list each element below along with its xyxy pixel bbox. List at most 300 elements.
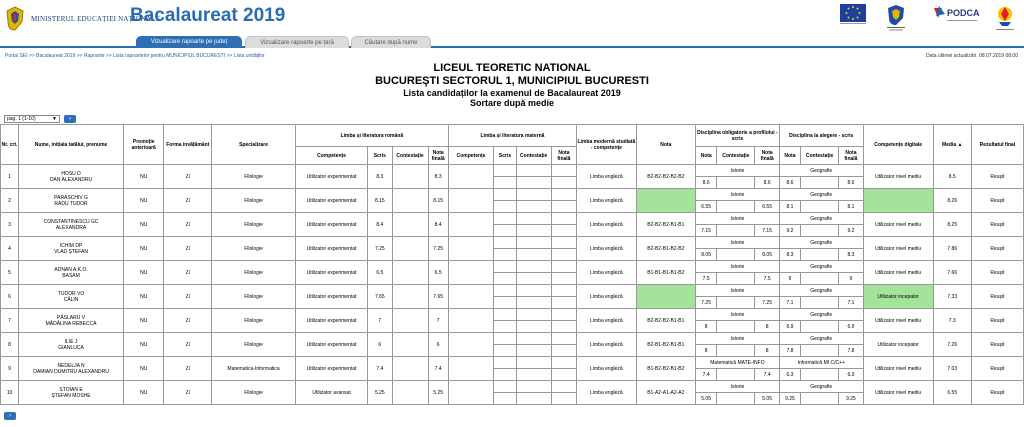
tab-search-by-name[interactable]: Căutare după nume <box>351 36 431 48</box>
cell-materna-top <box>494 357 516 369</box>
col-header-rezultat: Rezultatul final <box>971 125 1023 165</box>
cell-nr: 6 <box>1 285 19 309</box>
cell-name-line1: PĂSLARU V <box>57 314 86 321</box>
cell-materna-bottom <box>494 297 516 309</box>
cell-media: 8.5 <box>933 165 971 189</box>
sub-header-contestatie: Contestație <box>717 147 755 165</box>
cell-materna-bottom <box>494 321 516 333</box>
cell-materna-top <box>494 189 516 201</box>
cell-obligatorie-disciplina: Istorie <box>696 237 780 249</box>
table-row <box>1 165 1024 177</box>
cell-obligatorie-nota-finala: 8 <box>755 321 779 333</box>
sub-header-nota-finala: Nota finală <box>551 147 577 165</box>
cell-obligatorie-disciplina: Istorie <box>696 381 780 393</box>
col-header-promotie: Promoție anterioară <box>124 125 164 165</box>
cell-obligatorie-disciplina: Istorie <box>696 261 780 273</box>
next-page-button[interactable] <box>4 412 16 420</box>
cell-alegere-nota-finala: 8.1 <box>839 201 863 213</box>
cell-obligatorie-nota: 8.6 <box>696 177 717 189</box>
cell-alegere-disciplina: Informatică MI C/C++ <box>779 357 863 369</box>
cell-nr: 8 <box>1 333 19 357</box>
cell-digitale: Utilizator nivel mediu <box>863 381 933 405</box>
cell-limba-moderna: Limba engleză <box>577 333 636 357</box>
sub-header-contestatie: Contestație <box>392 147 428 165</box>
cell-nota-finala: 6.5 <box>428 261 448 285</box>
cell-specializare: Filologie <box>212 261 296 285</box>
cell-contestatie <box>392 261 428 285</box>
cell-limba-moderna: Limba engleză <box>577 189 636 213</box>
cell-materna-top <box>551 333 577 345</box>
cell-rezultat: Reușit <box>971 309 1023 333</box>
cell-alegere-nota: 7.1 <box>779 297 800 309</box>
cell-contestatie <box>392 189 428 213</box>
cell-obligatorie-contestatie <box>717 273 755 285</box>
romanian-government-logo <box>885 4 907 32</box>
cell-obligatorie-nota: 7.4 <box>696 369 717 381</box>
go-button[interactable] <box>64 115 76 123</box>
cell-nota-finala: 7.4 <box>428 357 448 381</box>
cell-name-line2: RADU TUDOR <box>54 200 88 207</box>
cell-media: 8.25 <box>933 213 971 237</box>
cell-materna-top <box>516 285 551 297</box>
cell-competente: Utilizator experimentat <box>295 237 367 261</box>
cell-materna-top <box>494 381 516 393</box>
cell-alegere-contestatie <box>801 273 839 285</box>
cell-materna-top <box>516 189 551 201</box>
page-header <box>0 0 1024 36</box>
cell-materna-bottom <box>516 321 551 333</box>
col-header-materna: Limba și literatura maternă <box>448 125 576 147</box>
cell-forma: Zi <box>164 333 212 357</box>
cell-obligatorie-nota-finala: 8.6 <box>755 177 779 189</box>
cell-materna-bottom <box>494 249 516 261</box>
cell-nota-finala: 7.65 <box>428 285 448 309</box>
cell-limba-moderna: Limba engleză <box>577 237 636 261</box>
school-location: BUCUREŞTI SECTORUL 1, MUNICIPIUL BUCURESTI <box>375 75 649 87</box>
cell-materna-bottom <box>551 225 577 237</box>
cell-alegere-disciplina: Geografie <box>779 309 863 321</box>
cell-contestatie <box>392 309 428 333</box>
cell-materna-competente <box>448 189 494 213</box>
cell-materna-top <box>494 333 516 345</box>
cell-forma: Zi <box>164 189 212 213</box>
cell-alegere-contestatie <box>801 297 839 309</box>
cell-obligatorie-nota: 5.05 <box>696 393 717 405</box>
cell-nota: B2-B2-B1-B2-B2 <box>636 237 695 261</box>
table-row <box>1 381 1024 393</box>
cell-materna-top <box>516 309 551 321</box>
cell-media: 7.86 <box>933 237 971 261</box>
cell-name <box>19 237 124 261</box>
cell-digitale: Utilizator incepator <box>863 333 933 357</box>
cell-alegere-disciplina: Geografie <box>779 189 863 201</box>
cell-obligatorie-contestatie <box>717 177 755 189</box>
cell-alegere-nota-finala: 8.3 <box>839 249 863 261</box>
cell-materna-top <box>551 381 577 393</box>
cell-materna-competente <box>448 165 494 189</box>
cell-materna-top <box>516 237 551 249</box>
cell-promotie: NU <box>124 261 164 285</box>
cell-obligatorie-contestatie <box>717 393 755 405</box>
cell-obligatorie-disciplina: Istorie <box>696 333 780 345</box>
podca-logo <box>932 4 980 26</box>
cell-limba-moderna: Limba engleză <box>577 285 636 309</box>
cell-materna-top <box>551 213 577 225</box>
col-header-romana: Limba și literatura română <box>295 125 448 147</box>
cell-materna-bottom <box>494 345 516 357</box>
cell-rezultat: Reușit <box>971 261 1023 285</box>
cell-alegere-nota: 9 <box>779 273 800 285</box>
cell-materna-top <box>516 261 551 273</box>
cell-obligatorie-disciplina: Istorie <box>696 189 780 201</box>
cell-obligatorie-nota: 8 <box>696 321 717 333</box>
cell-media: 8.26 <box>933 189 971 213</box>
cell-obligatorie-nota: 8.05 <box>696 249 717 261</box>
eu-flag-logo <box>840 4 866 26</box>
cell-obligatorie-contestatie <box>717 225 755 237</box>
cell-nr: 7 <box>1 309 19 333</box>
cell-name <box>19 165 124 189</box>
cell-alegere-nota-finala: 8.6 <box>839 177 863 189</box>
col-header-limba-moderna: Limba modernă studiată - competențe <box>577 125 636 165</box>
cell-obligatorie-contestatie <box>717 321 755 333</box>
cell-alegere-nota: 8.6 <box>779 177 800 189</box>
sub-header-competente: Competențe <box>295 147 367 165</box>
cell-alegere-nota: 9.2 <box>779 225 800 237</box>
cell-materna-top <box>494 309 516 321</box>
cell-digitale: Utilizator nivel mediu <box>863 357 933 381</box>
cell-materna-top <box>551 285 577 297</box>
cell-name-line1: ADNAN A.K.O. <box>54 266 88 273</box>
cell-name <box>19 381 124 405</box>
cell-digitale: Utilizator nivel mediu <box>863 309 933 333</box>
cell-materna-top <box>494 261 516 273</box>
cell-digitale: Utilizator nivel mediu <box>863 213 933 237</box>
cell-name <box>19 189 124 213</box>
cell-name-line1: NEDELJA N <box>57 362 85 369</box>
col-header-forma: Forma învățământ <box>164 125 212 165</box>
cell-materna-bottom <box>516 297 551 309</box>
cell-promotie: NU <box>124 165 164 189</box>
cell-materna-top <box>516 165 551 177</box>
cell-digitale: Utilizator nivel mediu <box>863 165 933 189</box>
cell-nota-finala: 6 <box>428 333 448 357</box>
arrow-right-icon: › <box>9 413 11 419</box>
cell-scris: 7.25 <box>368 237 392 261</box>
cell-materna-competente <box>448 213 494 237</box>
cell-rezultat: Reușit <box>971 165 1023 189</box>
cell-nota: B1-B2-B2-B1-B2 <box>636 357 695 381</box>
svg-text:PODCA: PODCA <box>947 8 980 18</box>
cell-materna-top <box>494 285 516 297</box>
cell-materna-bottom <box>551 345 577 357</box>
sub-header-scris: Scris <box>494 147 516 165</box>
cell-alegere-contestatie <box>801 177 839 189</box>
cell-name-line1: PARASCHIV G <box>54 194 88 201</box>
report-subtitle: Lista candidaților la examenul de Bacalaureat 2019 <box>403 88 621 98</box>
cell-digitale: Utilizator nivel mediu <box>863 261 933 285</box>
cell-alegere-contestatie <box>801 393 839 405</box>
cell-obligatorie-nota: 7.5 <box>696 273 717 285</box>
cell-competente: Utilizator experimentat <box>295 213 367 237</box>
cell-alegere-nota-finala: 9.2 <box>839 225 863 237</box>
school-name: LICEUL TEORETIC NATIONAL <box>433 62 591 74</box>
cell-obligatorie-nota: 7.25 <box>696 297 717 309</box>
cell-nota-finala: 5.25 <box>428 381 448 405</box>
cell-name-line2: BASAM <box>62 272 80 279</box>
cell-alegere-nota-finala: 7.1 <box>839 297 863 309</box>
col-header-specializare: Specializare <box>212 125 296 165</box>
cell-contestatie <box>392 165 428 189</box>
cell-materna-bottom <box>494 177 516 189</box>
cell-name <box>19 261 124 285</box>
cell-nota-finala: 7.25 <box>428 237 448 261</box>
cell-specializare: Filologie <box>212 309 296 333</box>
col-header-digitale: Competențe digitale <box>863 125 933 165</box>
cell-alegere-contestatie <box>801 321 839 333</box>
sub-header-nota-finala: Nota finală <box>755 147 779 165</box>
cell-rezultat: Reușit <box>971 189 1023 213</box>
cell-specializare: Filologie <box>212 285 296 309</box>
cell-obligatorie-nota-finala: 8 <box>755 345 779 357</box>
cell-media: 7.3 <box>933 309 971 333</box>
cell-nota-finala: 7 <box>428 309 448 333</box>
cell-nota: B2-B1-B2-B1-B1 <box>636 333 695 357</box>
cell-specializare: Filologie <box>212 333 296 357</box>
cell-name-line2: VLAD ȘTEFAN <box>54 248 88 255</box>
tab-county-reports[interactable]: Vizualizare rapoarte pe județ <box>136 36 242 48</box>
breadcrumb[interactable]: Portal SEI >> Bacalaureat 2019 >> Rapoarte >> Lista rapoartelor pentru MUNICIPIUL BUCURESTI >> Lista unităților <box>5 53 265 59</box>
cell-nr: 10 <box>1 381 19 405</box>
cell-forma: Zi <box>164 309 212 333</box>
cell-materna-bottom <box>516 249 551 261</box>
results-table <box>0 124 1024 405</box>
table-row <box>1 189 1024 201</box>
cell-specializare: Filologie <box>212 165 296 189</box>
cell-name-line1: HOSU D <box>61 170 81 177</box>
cell-forma: Zi <box>164 213 212 237</box>
cell-alegere-nota-finala: 6.9 <box>839 321 863 333</box>
cell-promotie: NU <box>124 381 164 405</box>
cell-competente: Utilizator avansat <box>295 381 367 405</box>
cell-nota: B2-B2-B2-B2-B2 <box>636 165 695 189</box>
cell-nota <box>636 189 695 213</box>
cell-obligatorie-nota-finala: 5.05 <box>755 393 779 405</box>
cell-materna-top <box>516 381 551 393</box>
cell-alegere-nota-finala: 9.25 <box>839 393 863 405</box>
cell-nota-finala: 8.15 <box>428 189 448 213</box>
table-row <box>1 285 1024 297</box>
cell-alegere-nota: 8.3 <box>779 249 800 261</box>
table-row <box>1 309 1024 321</box>
cell-obligatorie-nota-finala: 7.4 <box>755 369 779 381</box>
cell-materna-top <box>516 213 551 225</box>
cell-name-line2: ALEXANDRA <box>55 224 87 231</box>
cell-scris: 7.65 <box>368 285 392 309</box>
cell-materna-bottom <box>551 273 577 285</box>
cell-alegere-nota-finala: 7.8 <box>839 345 863 357</box>
col-header-media[interactable]: Media ▲ <box>933 125 971 165</box>
cell-name <box>19 213 124 237</box>
cell-name-line2: ȘTEFAN MOSHE <box>51 392 91 399</box>
cell-nota: B2-B2-B2-B1-B1 <box>636 309 695 333</box>
sub-header-competente: Competențe <box>448 147 494 165</box>
cell-alegere-disciplina: Geografie <box>779 237 863 249</box>
cell-scris: 8.3 <box>368 165 392 189</box>
cell-forma: Zi <box>164 357 212 381</box>
romanian-coat-of-arms-icon <box>5 6 25 31</box>
cell-materna-top <box>516 333 551 345</box>
cell-materna-bottom <box>494 273 516 285</box>
cell-alegere-nota: 8.1 <box>779 201 800 213</box>
cell-competente: Utilizator experimentat <box>295 333 367 357</box>
cell-promotie: NU <box>124 333 164 357</box>
cell-specializare: Matematica-Informatica <box>212 357 296 381</box>
cell-name-line2: CĂLIN <box>63 296 79 303</box>
cell-nota: B1-A2-A1-A2-A2 <box>636 381 695 405</box>
cell-media: 7.03 <box>933 357 971 381</box>
cell-name-line1: CONSTANTINESCU GC <box>43 218 99 225</box>
table-row <box>1 357 1024 369</box>
cell-digitale: Utilizator nivel mediu <box>863 237 933 261</box>
cell-materna-top <box>551 189 577 201</box>
cell-media: 7.66 <box>933 261 971 285</box>
cell-materna-bottom <box>516 345 551 357</box>
cell-promotie: NU <box>124 213 164 237</box>
report-tabs <box>0 36 1024 48</box>
cell-contestatie <box>392 381 428 405</box>
cell-scris: 8.4 <box>368 213 392 237</box>
cell-obligatorie-contestatie <box>717 249 755 261</box>
cell-alegere-nota: 6.9 <box>779 321 800 333</box>
cell-limba-moderna: Limba engleză <box>577 381 636 405</box>
cell-materna-competente <box>448 237 494 261</box>
cell-materna-top <box>551 261 577 273</box>
cell-alegere-disciplina: Geografie <box>779 261 863 273</box>
cell-nota-finala: 8.4 <box>428 213 448 237</box>
cell-contestatie <box>392 213 428 237</box>
cell-materna-bottom <box>516 225 551 237</box>
cell-alegere-nota: 7.8 <box>779 345 800 357</box>
cell-alegere-disciplina: Geografie <box>779 285 863 297</box>
cell-alegere-contestatie <box>801 225 839 237</box>
cell-obligatorie-contestatie <box>717 201 755 213</box>
cell-obligatorie-nota-finala: 6.55 <box>755 201 779 213</box>
sub-header-contestatie: Contestație <box>801 147 839 165</box>
cell-forma: Zi <box>164 381 212 405</box>
cell-competente: Utilizator experimentat <box>295 309 367 333</box>
cell-name <box>19 333 124 357</box>
results-body <box>1 165 1024 405</box>
sub-header-contestatie: Contestație <box>516 147 551 165</box>
cell-contestatie <box>392 357 428 381</box>
cell-nr: 4 <box>1 237 19 261</box>
cell-materna-bottom <box>551 393 577 405</box>
cell-contestatie <box>392 333 428 357</box>
cell-name-line1: ILIE J <box>64 338 78 345</box>
sub-header-nota-finala: Nota finală <box>428 147 448 165</box>
cell-materna-bottom <box>551 201 577 213</box>
cell-obligatorie-nota: 8 <box>696 345 717 357</box>
cell-specializare: Filologie <box>212 237 296 261</box>
cell-promotie: NU <box>124 237 164 261</box>
cell-name <box>19 357 124 381</box>
cell-materna-top <box>494 165 516 177</box>
cell-name-line1: STOIAN E <box>59 386 83 393</box>
tab-country-reports[interactable]: Vizualizare rapoarte pe țară <box>245 36 349 48</box>
cell-scris: 7.4 <box>368 357 392 381</box>
cell-alegere-nota-finala: 9 <box>839 273 863 285</box>
table-row <box>1 213 1024 225</box>
cell-scris: 6.5 <box>368 261 392 285</box>
cell-scris: 6 <box>368 333 392 357</box>
cell-materna-top <box>551 237 577 249</box>
sub-header-scris: Scris <box>368 147 392 165</box>
cell-obligatorie-disciplina: Istorie <box>696 213 780 225</box>
cell-materna-competente <box>448 333 494 357</box>
cell-materna-competente <box>448 285 494 309</box>
cell-name-line2: GIANLUCA <box>58 344 84 351</box>
cell-materna-bottom <box>551 321 577 333</box>
sort-info: Sortare după medie <box>469 98 555 108</box>
table-row <box>1 333 1024 345</box>
cell-rezultat: Reușit <box>971 237 1023 261</box>
sub-header-nota: Nota <box>696 147 717 165</box>
cell-nr: 1 <box>1 165 19 189</box>
cell-forma: Zi <box>164 237 212 261</box>
cell-obligatorie-nota-finala: 8.05 <box>755 249 779 261</box>
cell-rezultat: Reușit <box>971 333 1023 357</box>
cell-materna-bottom <box>516 177 551 189</box>
cell-nr: 2 <box>1 189 19 213</box>
cell-obligatorie-disciplina: Istorie <box>696 165 780 177</box>
cell-name-line1: TUDOR VO <box>57 290 85 297</box>
cell-materna-top <box>494 237 516 249</box>
cell-obligatorie-disciplina: Istorie <box>696 285 780 297</box>
cell-alegere-contestatie <box>801 369 839 381</box>
cell-scris: 5.25 <box>368 381 392 405</box>
cell-materna-top <box>516 357 551 369</box>
cell-rezultat: Reușit <box>971 213 1023 237</box>
page-select[interactable] <box>4 115 60 123</box>
cell-specializare: Filologie <box>212 189 296 213</box>
col-header-alegere: Disciplina la alegere - scris <box>779 125 863 147</box>
cell-materna-bottom <box>551 249 577 261</box>
cell-alegere-contestatie <box>801 201 839 213</box>
cell-competente: Utilizator experimentat <box>295 285 367 309</box>
cell-materna-bottom <box>516 369 551 381</box>
cell-materna-bottom <box>551 297 577 309</box>
cell-obligatorie-contestatie <box>717 297 755 309</box>
cell-promotie: NU <box>124 309 164 333</box>
cell-limba-moderna: Limba engleză <box>577 357 636 381</box>
cell-specializare: Filologie <box>212 381 296 405</box>
cell-nr: 9 <box>1 357 19 381</box>
cell-materna-bottom <box>494 393 516 405</box>
cell-materna-bottom <box>551 177 577 189</box>
cell-competente: Utilizator experimentat <box>295 357 367 381</box>
cell-alegere-nota: 9.25 <box>779 393 800 405</box>
cell-limba-moderna: Limba engleză <box>577 261 636 285</box>
cell-name-line2: DAN ALEXANDRU <box>49 176 93 183</box>
cell-materna-bottom <box>494 225 516 237</box>
cell-alegere-disciplina: Geografie <box>779 213 863 225</box>
cell-obligatorie-nota: 6.55 <box>696 201 717 213</box>
cell-materna-bottom <box>551 369 577 381</box>
cell-limba-moderna: Limba engleză <box>577 165 636 189</box>
table-row <box>1 261 1024 273</box>
cell-obligatorie-disciplina: Matematică MATE-INFO <box>696 357 780 369</box>
